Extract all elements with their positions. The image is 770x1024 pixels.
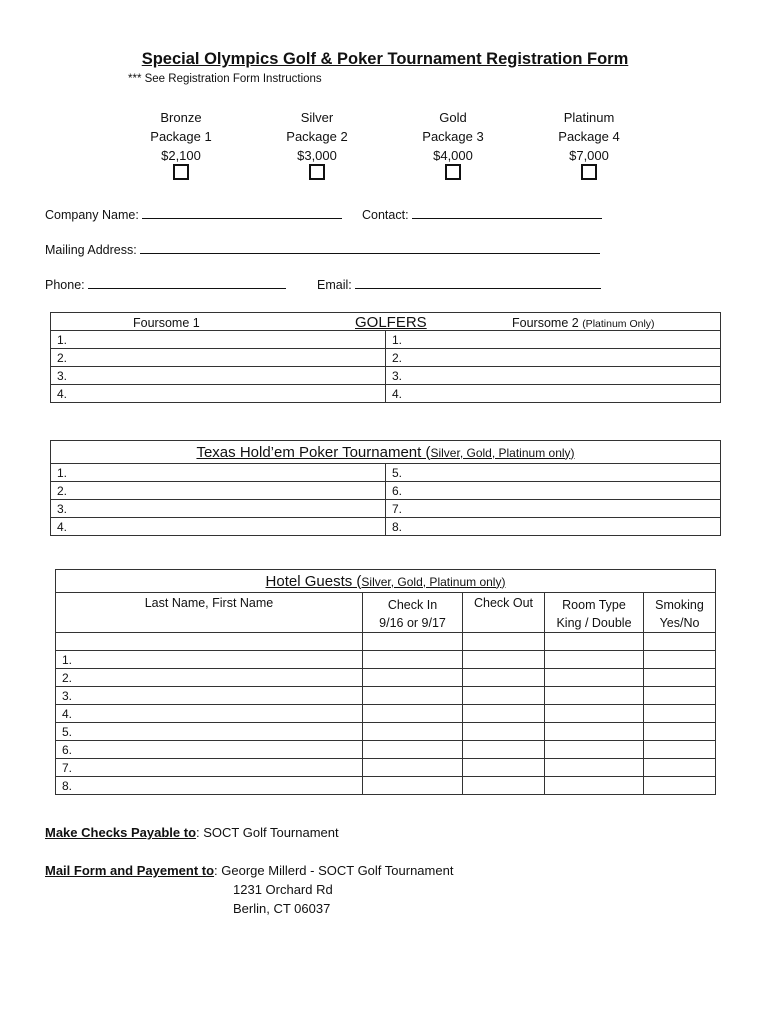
col-room-header [545, 593, 644, 633]
company-row [45, 206, 342, 222]
poker-table [50, 440, 721, 536]
package-name: Package 4 [558, 129, 620, 144]
checkout-cell[interactable] [463, 687, 545, 705]
room-cell[interactable] [545, 723, 644, 741]
spacer-cell [463, 633, 545, 651]
hotel-title: Hotel Guests ( [265, 572, 362, 590]
smoking-cell[interactable] [644, 705, 716, 723]
room-cell[interactable] [545, 759, 644, 777]
col-room-line2: King / Double [556, 616, 632, 630]
checkin-cell[interactable] [363, 687, 463, 705]
mail-to-recipient: : George Millerd - SOCT Golf Tournament [214, 863, 454, 878]
checks-payable-line [45, 825, 339, 840]
table-row [56, 669, 716, 687]
checkin-cell[interactable] [363, 669, 463, 687]
email-row [317, 276, 601, 292]
smoking-cell[interactable] [644, 777, 716, 795]
package-price: $7,000 [569, 148, 609, 163]
guest-name-cell[interactable]: 5. [56, 723, 363, 741]
golfer-cell[interactable]: 4. [386, 385, 721, 403]
checkout-cell[interactable] [463, 741, 545, 759]
golfers-title: GOLFERS [355, 314, 427, 331]
table-row [56, 777, 716, 795]
col-checkin-line2: 9/16 or 9/17 [379, 616, 446, 630]
room-cell[interactable] [545, 669, 644, 687]
contact-row [362, 206, 602, 222]
foursome-2-label [512, 316, 655, 330]
table-row [51, 367, 721, 385]
package-price: $4,000 [433, 148, 473, 163]
package-name: Package 1 [150, 129, 212, 144]
phone-row [45, 276, 286, 292]
col-smoking-line1: Smoking [655, 598, 704, 612]
golfer-cell[interactable]: 3. [51, 367, 386, 385]
checkout-cell[interactable] [463, 759, 545, 777]
table-row [51, 464, 721, 482]
table-row [56, 705, 716, 723]
checks-payable-label: Make Checks Payable to [45, 825, 197, 840]
poker-cell[interactable]: 4. [51, 518, 386, 536]
package-tier: Bronze [160, 110, 202, 125]
golfer-cell[interactable]: 3. [386, 367, 721, 385]
poker-cell[interactable]: 7. [386, 500, 721, 518]
table-row [51, 518, 721, 536]
col-checkin-header [363, 593, 463, 633]
poker-cell[interactable]: 6. [386, 482, 721, 500]
foursome-2-note: (Platinum Only) [582, 318, 655, 330]
package-price: $3,000 [297, 148, 337, 163]
checkout-cell[interactable] [463, 705, 545, 723]
col-name-header: Last Name, First Name [56, 593, 363, 633]
table-row [51, 349, 721, 367]
package-silver [257, 108, 377, 165]
spacer-cell [56, 633, 363, 651]
spacer-cell [644, 633, 716, 651]
smoking-cell[interactable] [644, 759, 716, 777]
package-price: $2,100 [161, 148, 201, 163]
smoking-cell[interactable] [644, 651, 716, 669]
poker-cell[interactable]: 1. [51, 464, 386, 482]
instructions-note: *** See Registration Form Instructions [128, 73, 322, 85]
room-cell[interactable] [545, 687, 644, 705]
mailing-label: Mailing Address: [45, 243, 137, 257]
mail-to-line [45, 863, 453, 878]
mail-address-street: 1231 Orchard Rd [233, 882, 333, 897]
package-1-checkbox[interactable] [173, 164, 189, 180]
golfer-cell[interactable]: 2. [51, 349, 386, 367]
table-row [56, 687, 716, 705]
room-cell[interactable] [545, 741, 644, 759]
company-name-field[interactable] [142, 206, 342, 219]
poker-header [51, 441, 721, 464]
checkin-cell[interactable] [363, 651, 463, 669]
package-2-checkbox[interactable] [309, 164, 325, 180]
guest-name-cell[interactable]: 3. [56, 687, 363, 705]
smoking-cell[interactable] [644, 669, 716, 687]
checkin-cell[interactable] [363, 723, 463, 741]
poker-cell[interactable]: 3. [51, 500, 386, 518]
guest-name-cell[interactable]: 8. [56, 777, 363, 795]
package-4-checkbox[interactable] [581, 164, 597, 180]
form-title: Special Olympics Golf & Poker Tournament Registration Form [141, 50, 629, 68]
poker-cell[interactable]: 2. [51, 482, 386, 500]
phone-label: Phone: [45, 278, 85, 292]
package-name: Package 3 [422, 129, 484, 144]
guest-name-cell[interactable]: 1. [56, 651, 363, 669]
col-room-line1: Room Type [562, 598, 626, 612]
email-label: Email: [317, 278, 352, 292]
room-cell[interactable] [545, 651, 644, 669]
phone-field[interactable] [88, 276, 286, 289]
foursome-1-label: Foursome 1 [133, 316, 200, 330]
checkin-cell[interactable] [363, 777, 463, 795]
room-cell[interactable] [545, 705, 644, 723]
table-row [51, 500, 721, 518]
table-row [51, 385, 721, 403]
poker-cell[interactable]: 8. [386, 518, 721, 536]
spacer-cell [363, 633, 463, 651]
contact-label: Contact: [362, 208, 409, 222]
guest-name-cell[interactable]: 2. [56, 669, 363, 687]
foursome-2-text: Foursome 2 [512, 316, 579, 330]
spacer-cell [545, 633, 644, 651]
mail-address-city: Berlin, CT 06037 [233, 901, 331, 916]
checkin-cell[interactable] [363, 741, 463, 759]
package-3-checkbox[interactable] [445, 164, 461, 180]
checks-payable-value: : SOCT Golf Tournament [196, 825, 339, 840]
package-tier: Platinum [563, 110, 615, 125]
checkout-cell[interactable] [463, 723, 545, 741]
hotel-header [56, 570, 716, 593]
table-row [56, 759, 716, 777]
table-row [51, 331, 721, 349]
table-row [51, 482, 721, 500]
golfer-cell[interactable]: 1. [386, 331, 721, 349]
hotel-note: Silver, Gold, Platinum only) [361, 574, 506, 589]
golfers-header [51, 313, 721, 331]
contact-field[interactable] [412, 206, 602, 219]
table-row [56, 741, 716, 759]
col-checkout-header: Check Out [463, 593, 545, 633]
package-gold [393, 108, 513, 165]
email-field[interactable] [355, 276, 601, 289]
golfer-cell[interactable]: 2. [386, 349, 721, 367]
checkin-cell[interactable] [363, 759, 463, 777]
table-row [56, 651, 716, 669]
mail-to-label: Mail Form and Payement to [45, 863, 215, 878]
poker-note: Silver, Gold, Platinum only) [430, 445, 575, 460]
guest-name-cell[interactable]: 4. [56, 705, 363, 723]
col-smoking-line2: Yes/No [659, 616, 700, 630]
hotel-table [55, 569, 716, 795]
col-smoking-header [644, 593, 716, 633]
checkin-cell[interactable] [363, 705, 463, 723]
golfers-table [50, 312, 721, 403]
company-label: Company Name: [45, 208, 139, 222]
smoking-cell[interactable] [644, 687, 716, 705]
col-checkin-line1: Check In [387, 598, 438, 612]
checkout-cell[interactable] [463, 651, 545, 669]
checkout-cell[interactable] [463, 669, 545, 687]
mailing-row [45, 241, 600, 257]
smoking-cell[interactable] [644, 741, 716, 759]
table-row [56, 723, 716, 741]
golfer-cell[interactable]: 1. [51, 331, 386, 349]
package-bronze [121, 108, 241, 165]
package-name: Package 2 [286, 129, 348, 144]
guest-name-cell[interactable]: 7. [56, 759, 363, 777]
guest-name-cell[interactable]: 6. [56, 741, 363, 759]
package-tier: Gold [439, 110, 467, 125]
package-tier: Silver [300, 110, 334, 125]
poker-cell[interactable]: 5. [386, 464, 721, 482]
checkout-cell[interactable] [463, 777, 545, 795]
poker-title: Texas Hold’em Poker Tournament ( [196, 443, 431, 461]
mailing-address-field[interactable] [140, 241, 600, 254]
room-cell[interactable] [545, 777, 644, 795]
golfer-cell[interactable]: 4. [51, 385, 386, 403]
smoking-cell[interactable] [644, 723, 716, 741]
package-platinum [529, 108, 649, 165]
